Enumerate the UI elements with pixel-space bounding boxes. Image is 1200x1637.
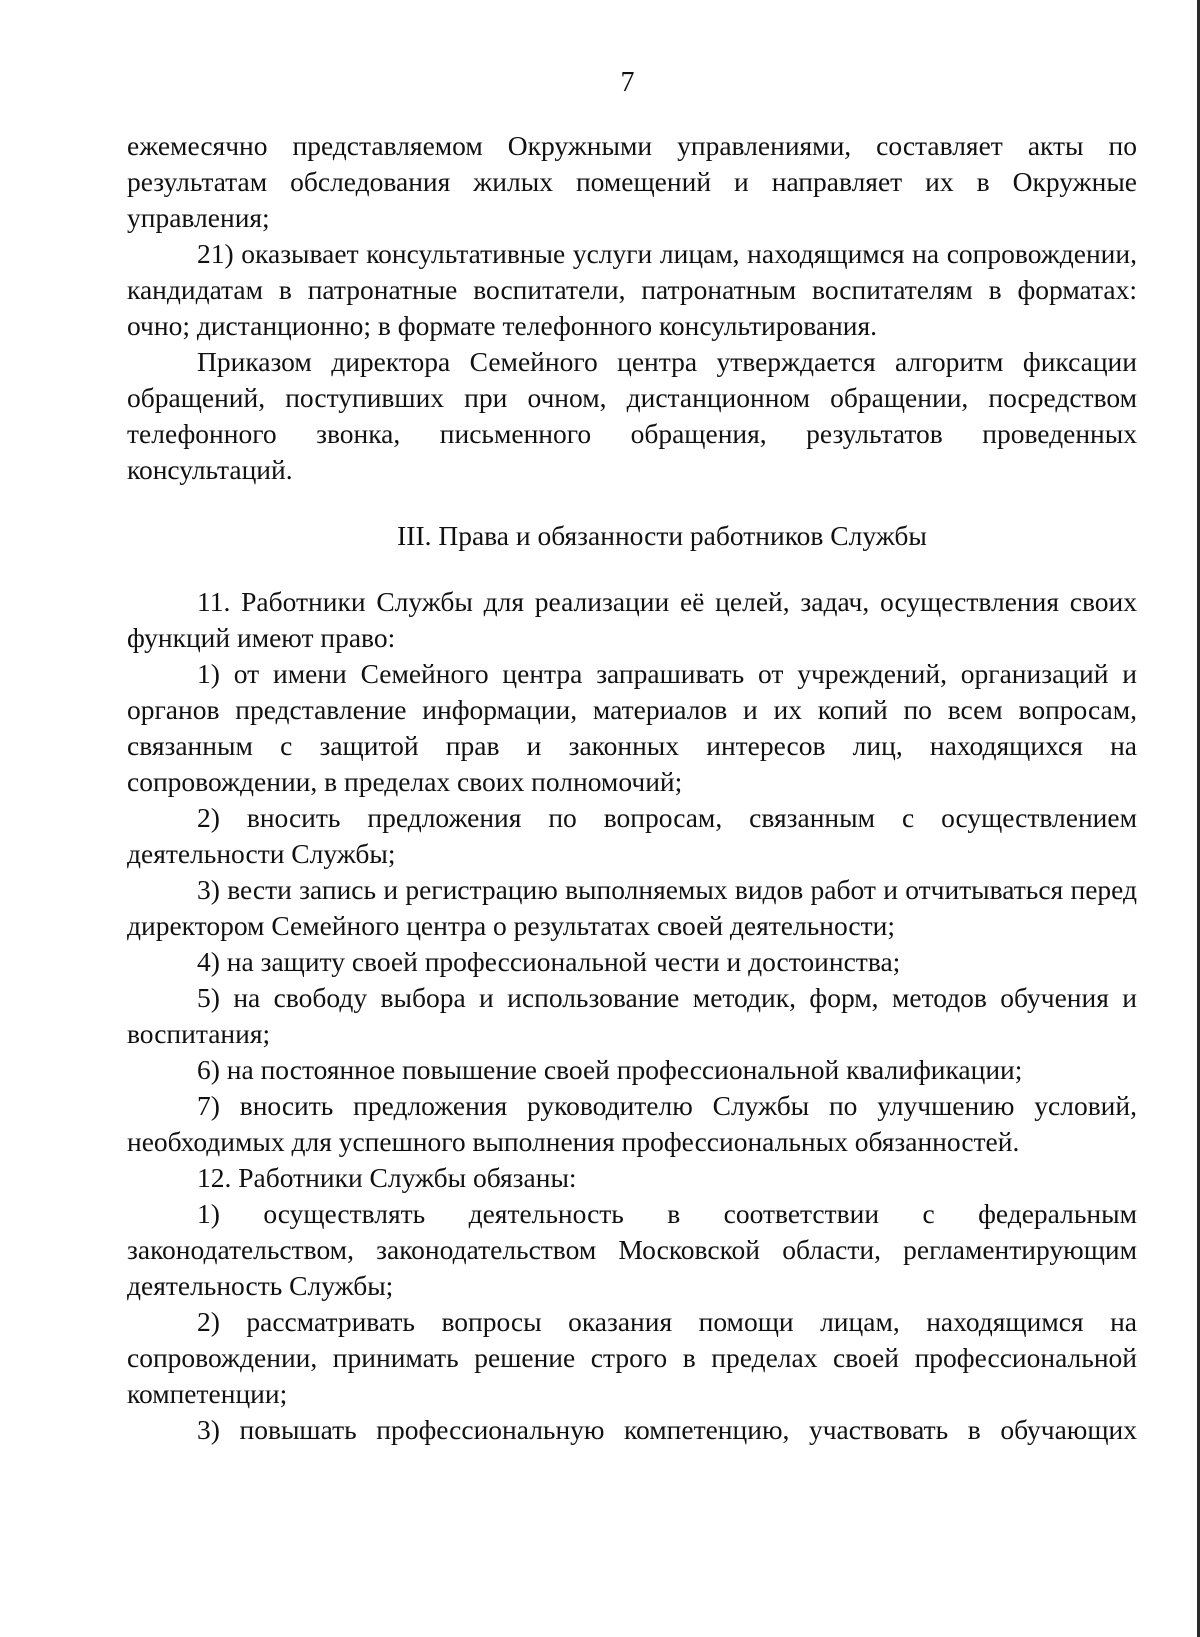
- page-number: 7: [620, 67, 635, 98]
- paragraph-item-21: 21) оказывает консультативные услуги лицам, находящимся на сопровождении, кандидатам в патронатные воспитатели, патронатным воспитателям в форматах: очно; дистанционно; в формате телефонного консультирования.: [127, 238, 1137, 341]
- paragraph-clause-12: 12. Работники Службы обязаны:: [197, 1162, 577, 1193]
- paragraph-continuation: ежемесячно представляемом Окружными управлениями, составляет акты по результатам обследования жилых помещений и направляет их в Окружные управления;: [127, 130, 1137, 233]
- list-item: 4) на защиту своей профессиональной чести и достоинства;: [197, 946, 901, 977]
- list-item: 5) на свободу выбора и использование методик, форм, методов обучения и воспитания;: [127, 982, 1137, 1049]
- list-item: 2) вносить предложения по вопросам, связанным с осуществлением деятельности Службы;: [127, 802, 1137, 869]
- section-heading: III. Права и обязанности работников Службы: [397, 520, 927, 551]
- list-item: 7) вносить предложения руководителю Службы по улучшению условий, необходимых для успешного выполнения профессиональных обязанностей.: [127, 1090, 1137, 1157]
- list-item-truncated: 3) повышать профессиональную компетенцию, участвовать в обучающих: [197, 1414, 1137, 1445]
- list-item: 2) рассматривать вопросы оказания помощи лицам, находящимся на сопровождении, принимать решение строго в пределах своей профессиональной компетенции;: [127, 1306, 1137, 1409]
- list-item: 3) вести запись и регистрацию выполняемых видов работ и отчитываться перед директором Семейного центра о результатах своей деятельности;: [127, 874, 1137, 941]
- document-body: [127, 128, 1137, 1448]
- paragraph-clause-11: 11. Работники Службы для реализации её целей, задач, осуществления своих функций имеют право:: [127, 586, 1137, 653]
- list-item: 1) осуществлять деятельность в соответствии с федеральным законодательством, законодательством Московской области, регламентирующим деятельность Службы;: [127, 1198, 1137, 1301]
- list-item: 6) на постоянное повышение своей профессиональной квалификации;: [197, 1054, 1023, 1085]
- list-item: 1) от имени Семейного центра запрашивать от учреждений, организаций и органов представление информации, материалов и их копий по всем вопросам, связанным с защитой прав и законных интересов лиц, находящихся на сопровождении, в пределах своих полномочий;: [127, 658, 1137, 797]
- paragraph-order-note: Приказом директора Семейного центра утверждается алгоритм фиксации обращений, поступивших при очном, дистанционном обращении, посредством телефонного звонка, письменного обращения, результатов проведенных консультаций.: [127, 346, 1137, 485]
